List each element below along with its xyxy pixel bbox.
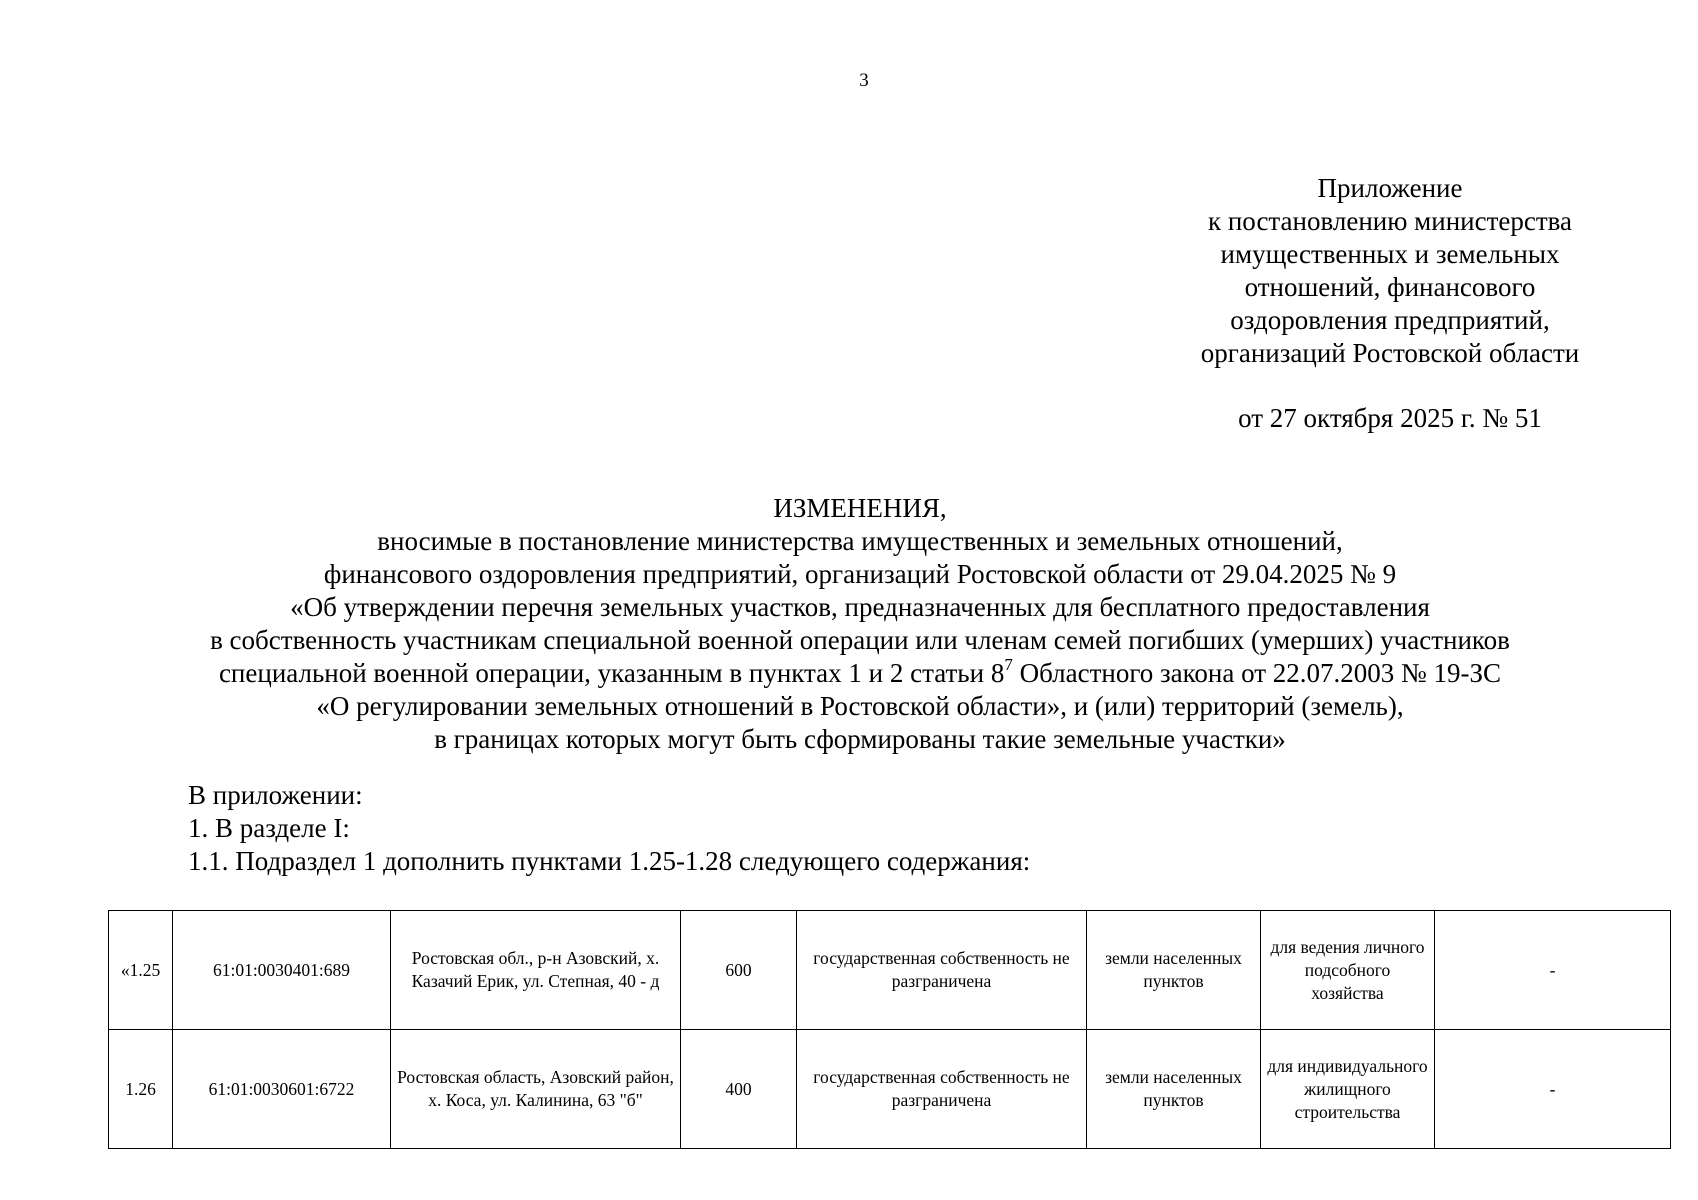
land-parcels-table — [108, 910, 1671, 1149]
cell-cadastral-number: 61:01:0030601:6722 — [173, 1030, 391, 1149]
cell-note: - — [1435, 911, 1671, 1030]
cell-note: - — [1435, 1030, 1671, 1149]
title-line: «О регулировании земельных отношений в Ростовской области», и (или) территорий (земель), — [316, 691, 1404, 721]
title-line-with-superscript — [100, 657, 1620, 690]
cell-item-number: «1.25 — [109, 911, 173, 1030]
body-line: В приложении: — [188, 780, 363, 810]
appendix-line: организаций Ростовской области — [1200, 338, 1580, 368]
title-heading: ИЗМЕНЕНИЯ, — [773, 493, 947, 523]
title-superscript: 7 — [1004, 655, 1013, 674]
cell-land-category: земли населенных пунктов — [1087, 911, 1261, 1030]
appendix-line: Приложение — [1317, 173, 1463, 203]
title-line-part: Областного закона от 22.07.2003 № 19-ЗС — [1012, 658, 1502, 688]
cell-address: Ростовская область, Азовский район, х. Коса, ул. Калинина, 63 "б" — [391, 1030, 681, 1149]
table-row — [109, 911, 1671, 1030]
cell-cadastral-number: 61:01:0030401:689 — [173, 911, 391, 1030]
cell-permitted-use: для ведения личного подсобного хозяйства — [1261, 911, 1435, 1030]
document-title — [100, 492, 1620, 756]
cell-permitted-use: для индивидуального жилищного строительства — [1261, 1030, 1435, 1149]
appendix-line: имущественных и земельных — [1220, 239, 1560, 269]
title-line: вносимые в постановление министерства имущественных и земельных отношений, — [377, 526, 1343, 556]
appendix-date: от 27 октября 2025 г. № 51 — [1238, 403, 1542, 433]
cell-land-category: земли населенных пунктов — [1087, 1030, 1261, 1149]
cell-item-number: 1.26 — [109, 1030, 173, 1149]
cell-area: 400 — [681, 1030, 797, 1149]
cell-ownership: государственная собственность не разграничена — [797, 911, 1087, 1030]
appendix-header — [1160, 172, 1620, 370]
body-line: 1. В разделе I: — [188, 813, 350, 843]
title-line: в границах которых могут быть сформированы такие земельные участки» — [434, 724, 1286, 754]
appendix-line: отношений, финансового — [1244, 272, 1536, 302]
cell-area: 600 — [681, 911, 797, 1030]
body-text — [188, 779, 1588, 878]
body-line: 1.1. Подраздел 1 дополнить пунктами 1.25-1.28 следующего содержания: — [188, 846, 1031, 876]
table-row — [109, 1030, 1671, 1149]
title-line: «Об утверждении перечня земельных участков, предназначенных для бесплатного предоставления — [290, 592, 1430, 622]
title-line: в собственность участникам специальной военной операции или членам семей погибших (умерших) участников — [210, 625, 1510, 655]
page-number: 3 — [859, 70, 869, 91]
appendix-line: к постановлению министерства — [1207, 206, 1573, 236]
title-line: финансового оздоровления предприятий, организаций Ростовской области от 29.04.2025 № 9 — [323, 559, 1397, 589]
cell-ownership: государственная собственность не разграничена — [797, 1030, 1087, 1149]
title-line-part: специальной военной операции, указанным в пунктах 1 и 2 статьи 8 — [218, 658, 1005, 688]
appendix-line: оздоровления предприятий, — [1230, 305, 1550, 335]
cell-address: Ростовская обл., р-н Азовский, х. Казачий Ерик, ул. Степная, 40 - д — [391, 911, 681, 1030]
